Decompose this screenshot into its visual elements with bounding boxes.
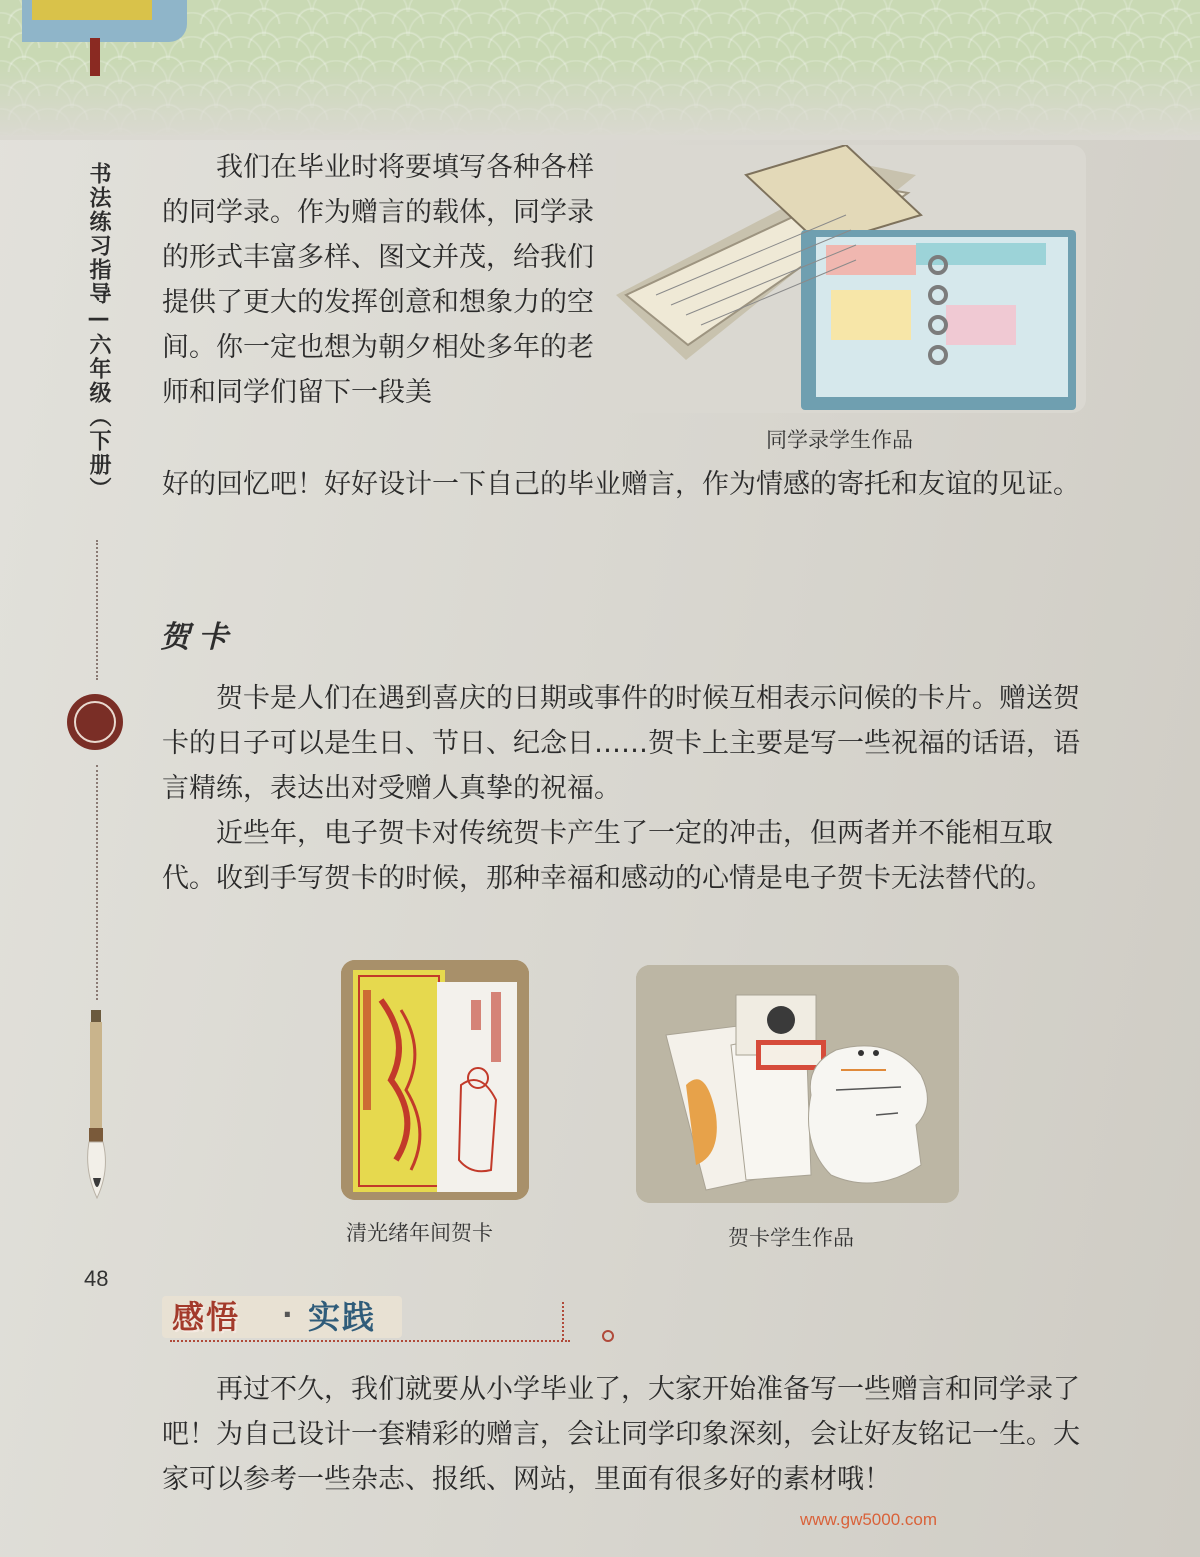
side-grade-text: 六年级（下册） — [86, 333, 111, 501]
caption-qing-card: 清光绪年间贺卡 — [346, 1221, 493, 1245]
seal-emblem-icon — [67, 694, 123, 750]
side-separator: — — [86, 306, 111, 333]
practice-dotted-vertical — [562, 1302, 564, 1340]
paragraph-yearbook-continued: 好的回忆吧！好好设计一下自己的毕业赠言，作为情感的寄托和友谊的见证。 — [162, 469, 1080, 500]
student-card-photo — [636, 965, 959, 1203]
paragraph-electronic-card: 近些年，电子贺卡对传统贺卡产生了一定的冲击，但两者并不能相互取代。收到手写贺卡的时候，那种幸福和感动的心情是电子贺卡无法替代的。 — [162, 818, 1053, 894]
side-title-text: 书法练习指导 — [86, 162, 111, 306]
top-band-fade — [0, 60, 1200, 140]
calligraphy-brush-icon — [80, 1010, 114, 1200]
practice-heading-word-practice: 实践 — [308, 1298, 377, 1336]
section-heading-greeting-card: 贺卡 — [160, 620, 236, 655]
paragraph-greeting-card-definition: 贺卡是人们在遇到喜庆的日期或事件的时候互相表示问候的卡片。赠送贺卡的日子可以是生日、节日、纪念日……贺卡上主要是写一些祝福的话语，语言精练，表达出对受赠人真挚的祝福。 — [162, 683, 1080, 804]
paragraph-practice: 再过不久，我们就要从小学毕业了，大家开始准备写一些赠言和同学录了吧！为自己设计一套精彩的赠言，会让同学印象深刻，会让好友铭记一生。大家可以参考一些杂志、报纸、网站，里面有很多好的素材哦！ — [162, 1374, 1080, 1495]
side-dotted-line-upper — [96, 540, 98, 680]
side-dotted-line-lower — [96, 765, 98, 1000]
practice-circle-icon — [602, 1330, 614, 1342]
corner-ornament — [22, 0, 187, 42]
page-number: 48 — [84, 1266, 109, 1291]
practice-heading-word-reflection: 感悟 — [172, 1298, 241, 1336]
red-bookmark-mark — [90, 38, 100, 76]
practice-dotted-underline — [170, 1340, 570, 1342]
qing-dynasty-card-photo — [341, 960, 529, 1200]
side-book-title — [80, 162, 114, 501]
caption-student-card: 贺卡学生作品 — [728, 1226, 854, 1250]
practice-heading-dot: · — [282, 1298, 293, 1331]
paragraph-yearbook-intro: 我们在毕业时将要填写各种各样的同学录。作为赠言的载体，同学录的形式丰富多样、图文并茂，给我们提供了更大的发挥创意和想象力的空间。你一定也想为朝夕相处多年的老师和同学们留下一段美 — [162, 152, 594, 408]
site-watermark: www.gw5000.com — [800, 1510, 938, 1529]
yearbook-photo — [616, 145, 1086, 413]
caption-yearbook: 同学录学生作品 — [766, 428, 913, 452]
practice-section-heading — [162, 1290, 472, 1346]
